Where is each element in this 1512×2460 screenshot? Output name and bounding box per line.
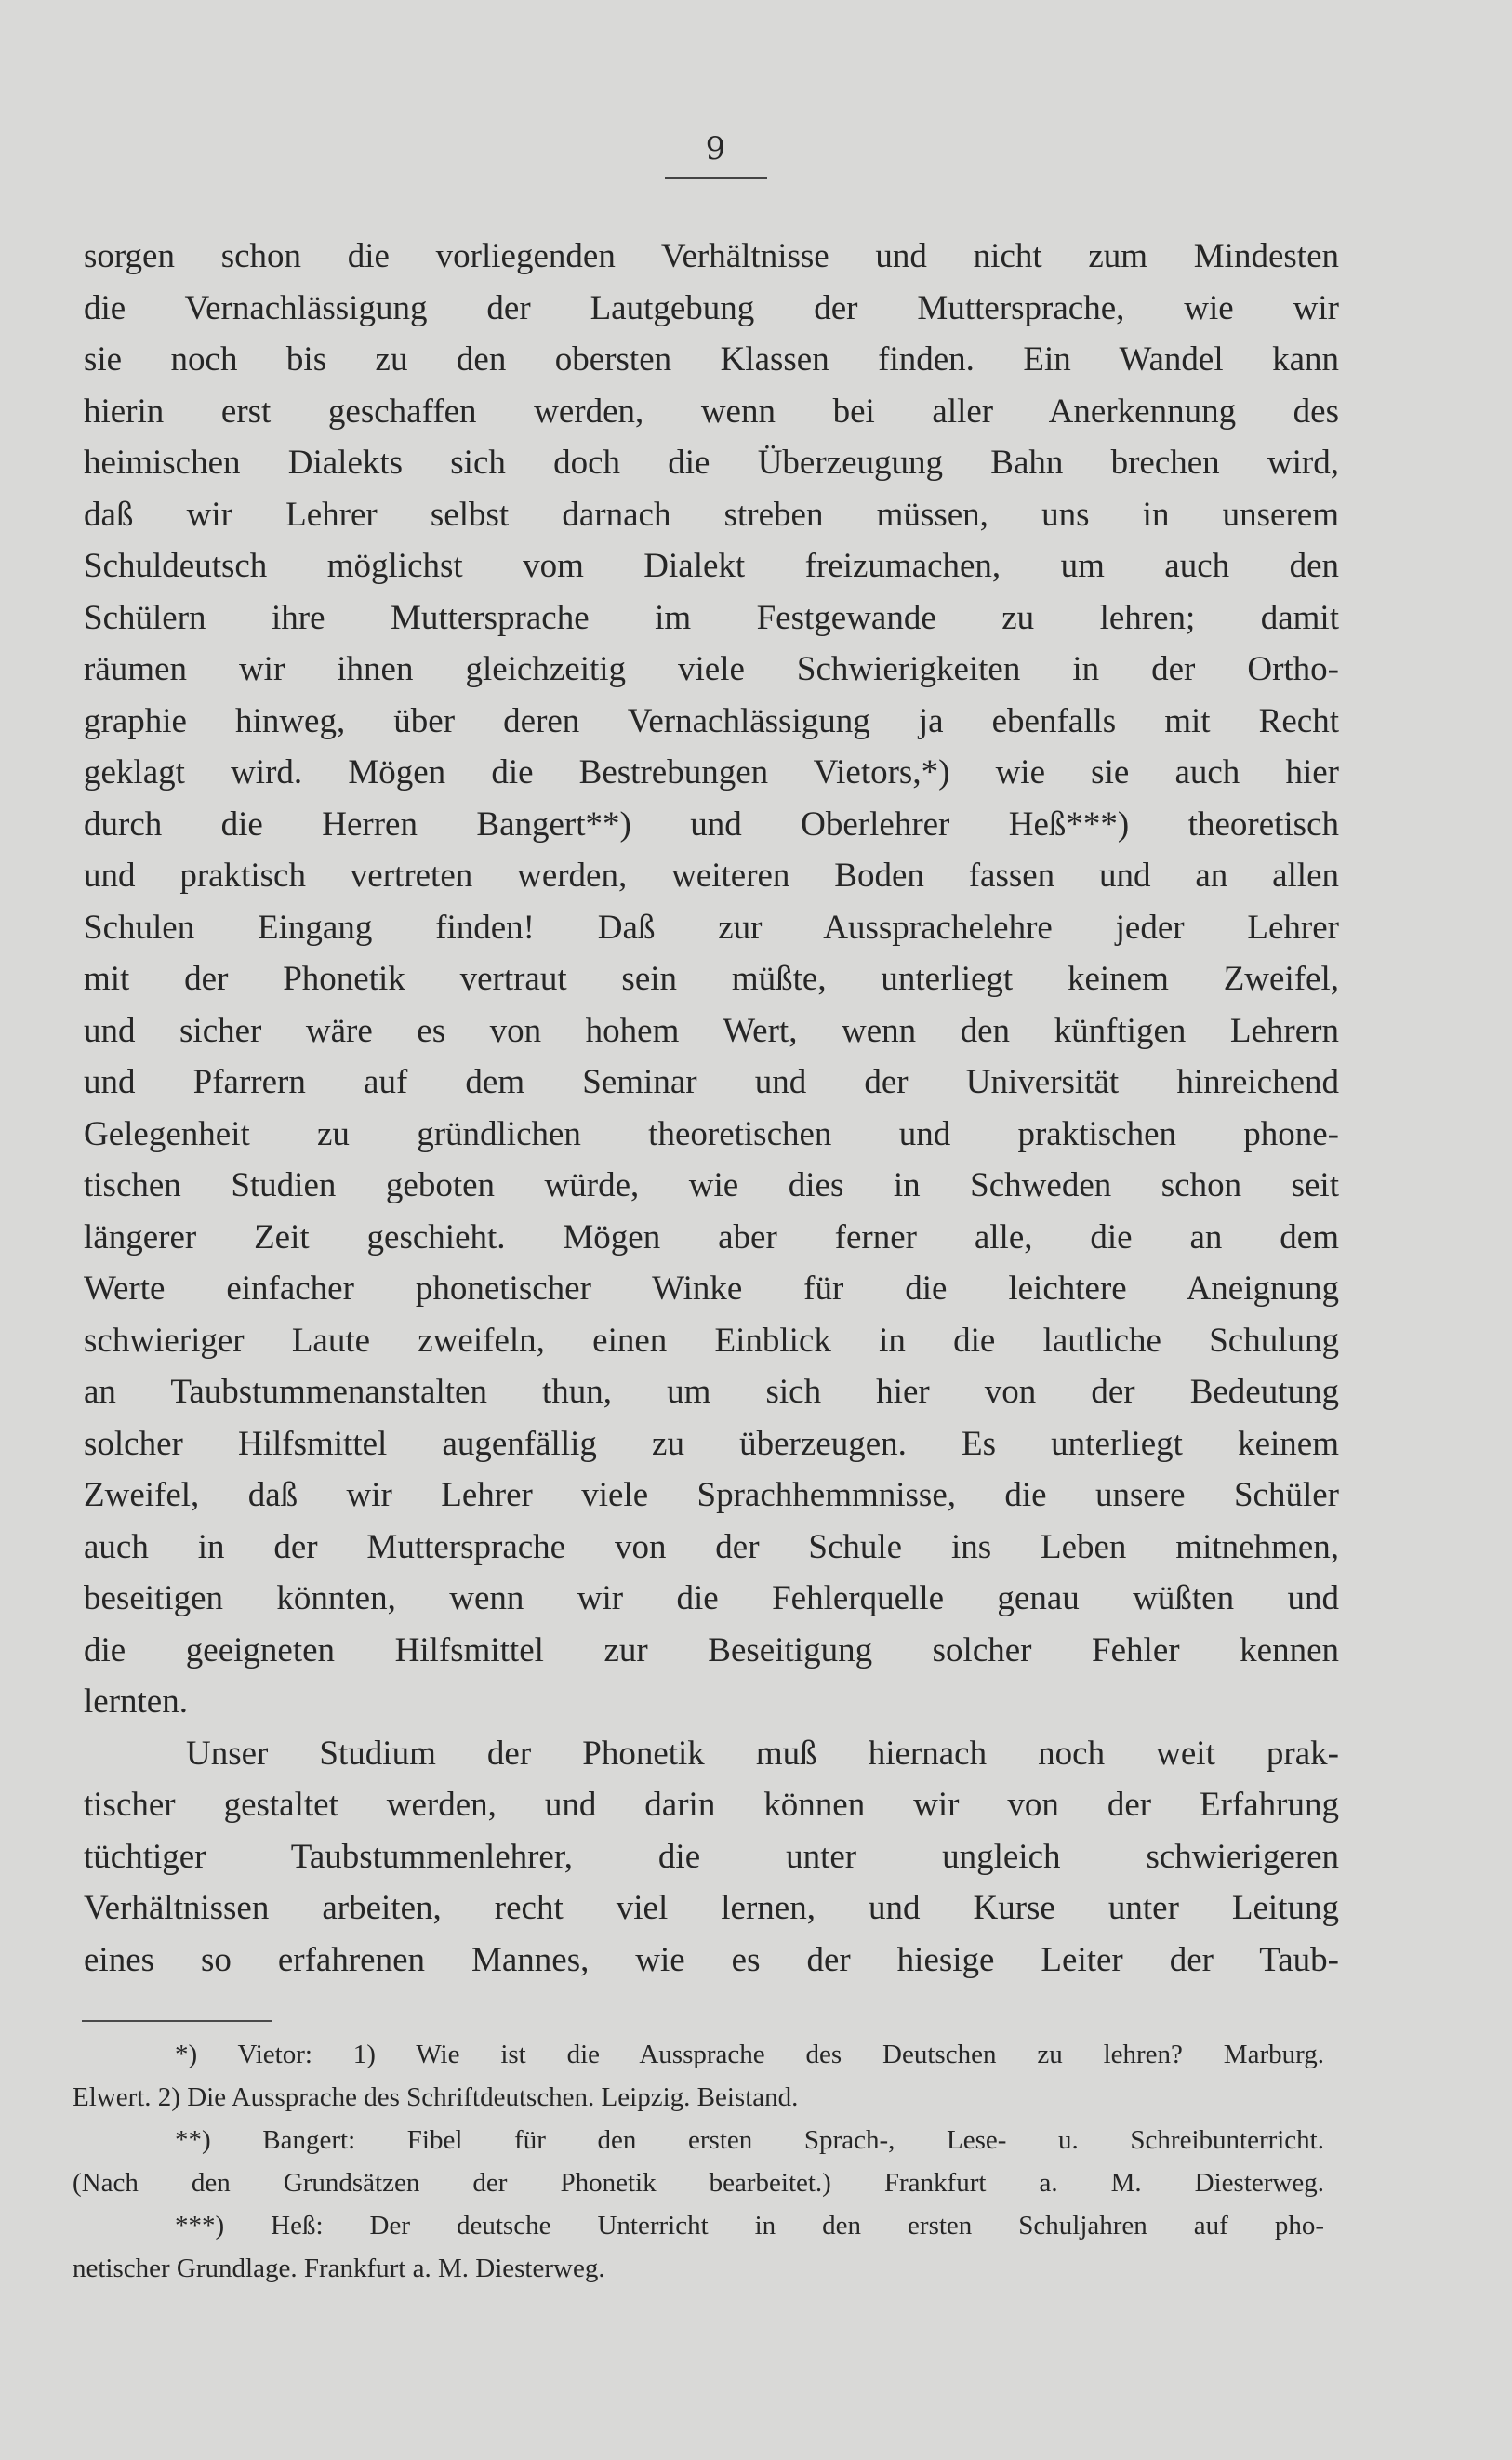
footnote-line: (Nach den Grundsätzen der Phonetik bearbeitet.) Frankfurt a. M. Diesterweg. <box>73 2168 1324 2198</box>
footnote-line: Elwert. 2) Die Aussprache des Schriftdeutschen. Leipzig. Beistand. <box>73 2082 799 2112</box>
footnote-line: **) Bangert: Fibel für den ersten Sprach-, Lese- u. Schreibunterricht. <box>175 2125 1324 2155</box>
text-line: Schülern ihre Muttersprache im Festgewande zu lehren; damit <box>84 598 1339 637</box>
text-line: lernten. <box>84 1682 188 1721</box>
text-line: und praktisch vertreten werden, weiteren Boden fassen und an allen <box>84 857 1339 895</box>
text-line: Werte einfacher phonetischer Winke für die leichtere Aneignung <box>84 1270 1339 1308</box>
text-line: beseitigen könnten, wenn wir die Fehlerquelle genau wüßten und <box>84 1579 1339 1617</box>
text-line: die Vernachlässigung der Lautgebung der Muttersprache, wie wir <box>84 288 1339 327</box>
text-line: schwieriger Laute zweifeln, einen Einblick in die lautliche Schulung <box>84 1321 1339 1360</box>
text-line: daß wir Lehrer selbst darnach streben müssen, uns in unserem <box>84 495 1339 534</box>
text-line: solcher Hilfsmittel augenfällig zu überzeugen. Es unterliegt keinem <box>84 1424 1339 1463</box>
text-line: sorgen schon die vorliegenden Verhältnisse und nicht zum Mindesten <box>84 237 1339 275</box>
text-line: mit der Phonetik vertraut sein müßte, unterliegt keinem Zweifel, <box>84 960 1339 998</box>
text-line: tischer gestaltet werden, und darin können wir von der Erfahrung <box>84 1786 1339 1824</box>
footnotes <box>73 2033 1324 2290</box>
text-line: Verhältnissen arbeiten, recht viel lernen, und Kurse unter Leitung <box>84 1889 1339 1927</box>
footnote-rule <box>82 2020 272 2022</box>
text-line: Zweifel, daß wir Lehrer viele Sprachhemmnisse, die unsere Schüler <box>84 1476 1339 1514</box>
text-line: die geeigneten Hilfsmittel zur Beseitigung solcher Fehler kennen <box>84 1630 1339 1669</box>
text-line: heimischen Dialekts sich doch die Überzeugung Bahn brechen wird, <box>84 444 1339 482</box>
text-line: durch die Herren Bangert**) und Oberlehrer Heß***) theoretisch <box>84 804 1339 844</box>
page-number: 9 <box>705 130 727 167</box>
text-line: und sicher wäre es von hohem Wert, wenn den künftigen Lehrern <box>84 1011 1339 1050</box>
page-number-rule <box>665 177 767 179</box>
text-line: graphie hinweg, über deren Vernachlässigung ja ebenfalls mit Recht <box>84 701 1339 740</box>
text-line: an Taubstummenanstalten thun, um sich hier von der Bedeutung <box>84 1373 1339 1411</box>
text-line: Gelegenheit zu gründlichen theoretischen und praktischen phone- <box>84 1114 1339 1153</box>
text-line: längerer Zeit geschieht. Mögen aber ferner alle, die an dem <box>84 1217 1339 1257</box>
footnote-line: netischer Grundlage. Frankfurt a. M. Diesterweg. <box>73 2254 605 2283</box>
text-line: auch in der Muttersprache von der Schule ins Leben mitnehmen, <box>84 1527 1339 1566</box>
text-line: hierin erst geschaffen werden, wenn bei aller Anerkennung des <box>84 392 1339 431</box>
text-line: tischen Studien geboten würde, wie dies in Schweden schon seit <box>84 1166 1339 1204</box>
text-line: sie noch bis zu den obersten Klassen finden. Ein Wandel kann <box>84 340 1339 379</box>
body-text <box>84 231 1339 1986</box>
text-line: eines so erfahrenen Mannes, wie es der hiesige Leiter der Taub- <box>84 1940 1339 1979</box>
text-line: Schulen Eingang finden! Daß zur Aussprachelehre jeder Lehrer <box>84 908 1339 947</box>
text-line: Schuldeutsch möglichst vom Dialekt freizumachen, um auch den <box>84 547 1339 585</box>
footnote-line: *) Vietor: 1) Wie ist die Aussprache des Deutschen zu lehren? Marburg. <box>175 2040 1324 2069</box>
text-line: geklagt wird. Mögen die Bestrebungen Vietors,*) wie sie auch hier <box>84 753 1339 791</box>
text-line: tüchtiger Taubstummenlehrer, die unter ungleich schwierigeren <box>84 1837 1339 1876</box>
footnote-line: ***) Heß: Der deutsche Unterricht in den ersten Schuljahren auf pho- <box>175 2211 1324 2241</box>
text-line: Unser Studium der Phonetik muß hiernach noch weit prak- <box>186 1734 1339 1773</box>
text-line: räumen wir ihnen gleichzeitig viele Schwierigkeiten in der Ortho- <box>84 650 1339 688</box>
text-line: und Pfarrern auf dem Seminar und der Universität hinreichend <box>84 1063 1339 1101</box>
